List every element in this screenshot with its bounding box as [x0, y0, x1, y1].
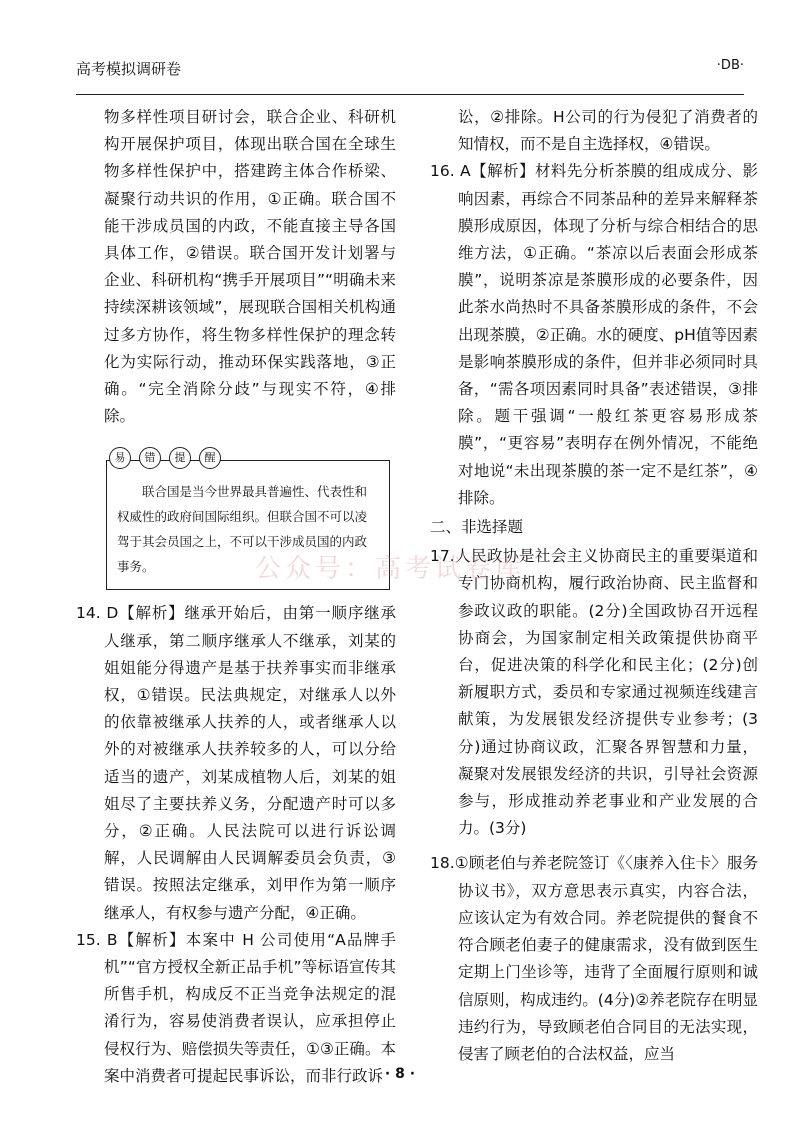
tip-text: 联合国是当今世界最具普遍性、代表性和权威性的政府间国际组织。但联合国不可以凌驾于其会员国之上，不可以干涉成员国的内政事务。 [117, 484, 368, 575]
section-heading: 二、非选择题 [430, 518, 524, 537]
tip-tag: 错 [139, 447, 161, 469]
answer-17: 17.人民政协是社会主义协商民主的重要渠道和专门协商机构，履行政治协商、民主监督和参政议政的职能。(2分)全国政协召开远程协商会，为国家制定相关政策提供协商平台，促进决策的科学化和民主化；(2分)创新履职方式，委员和专家通过视频连线建言献策，为发展银发经济提供专业参考；(3分)通过协商议政，汇聚各界智慧和力量，凝聚对发展银发经济的共识，引导社会资源参与，形成推动养老事业和产业发展的合力。(3分) [430, 547, 758, 838]
watermark: 公众号：高考试卷库 [255, 554, 526, 584]
left-column [76, 104, 396, 1090]
answer-14: 14. D【解析】继承开始后，由第一顺序继承人继承，第二顺序继承人不继承，刘某的姐姐能分得遗产是基于扶养事实而非继承权，①错误。民法典规定，对继承人以外的依靠被继承人扶养的人，或者继承人以外的对被继承人扶养较多的人，可以分给适当的遗产，刘某成植物人后，刘某的姐姐尽了主要扶养义务，分配遗产时可以多分，②正确。人民法院可以进行诉讼调解，人民调解由人民调解委员会负责，③错误。按照法定继承，刘甲作为第一顺序继承人，有权参与遗产分配，④正确。 [76, 604, 396, 922]
tip-tag: 醒 [199, 447, 221, 469]
page-header [76, 58, 744, 82]
exam-title: 高考模拟调研卷 [76, 60, 182, 78]
tip-tags [109, 447, 221, 469]
paper-code: ·DB· [716, 58, 744, 73]
answer-15: 15. B【解析】本案中 H 公司使用“A品牌手机”“官方授权全新正品手机”等标语宣传其所售手机，构成反不正当竞争法规定的混淆行为，容易使消费者误认，应承担停止侵权行为、赔偿损失等责任，①③正确。本案中消费者可提起民事诉讼，而非行政诉 [76, 930, 396, 1085]
answer-15-continuation: 讼，②排除。H公司的行为侵犯了消费者的知情权，而不是自主选择权，④错误。 [458, 108, 758, 154]
answer-16: 16. A【解析】材料先分析茶膜的组成成分、影响因素，再综合不同茶品种的差异来解释茶膜形成原因，体现了分析与综合相结合的思维方法，①正确。“茶凉以后表面会形成茶膜”，说明茶凉是茶膜形成的必要条件，因此茶水尚热时不具备茶膜形成的条件，不会出现茶膜，②正确。水的硬度、pH值等因素是影响茶膜形成的条件，但并非必须同时具备，“需各项因素同时具备”表述错误，③排除。题干强调“一般红茶更容易形成茶膜”，“更容易”表明存在例外情况，不能绝对地说“未出现茶膜的茶一定不是红茶”，④排除。 [430, 162, 758, 507]
page-number: · 8 · [384, 1066, 416, 1082]
tip-tag: 易 [109, 447, 131, 469]
answer-18: 18.①顾老伯与养老院签订《〈康养入住卡〉服务协议书》，双方意思表示真实，内容合法，应该认定为有效合同。养老院提供的餐食不符合顾老伯妻子的健康需求，没有做到医生定期上门坐诊等，违背了全面履行原则和诚信原则，构成违约。(4分)②养老院存在明显违约行为，导致顾老伯合同目的无法实现，侵害了顾老伯的合法权益，应当 [430, 854, 758, 1063]
answer-13-continuation: 物多样性项目研讨会，联合企业、科研机构开展保护项目，体现出联合国在全球生物多样性保护中，搭建跨主体合作桥梁、凝聚行动共识的作用，①正确。联合国不能干涉成员国的内政，不能直接主导各国具体工作，②错误。联合国开发计划署与企业、科研机构“携手开展项目”“明确未来持续深耕该领域”，展现联合国相关机构通过多方协作，将生物多样性保护的理念转化为实际行动，推动环保实践落地，③正确。“完全消除分歧”与现实不符，④排除。 [104, 108, 396, 426]
right-column [430, 104, 758, 1068]
tip-tag: 提 [169, 447, 191, 469]
header-rule [76, 94, 744, 95]
